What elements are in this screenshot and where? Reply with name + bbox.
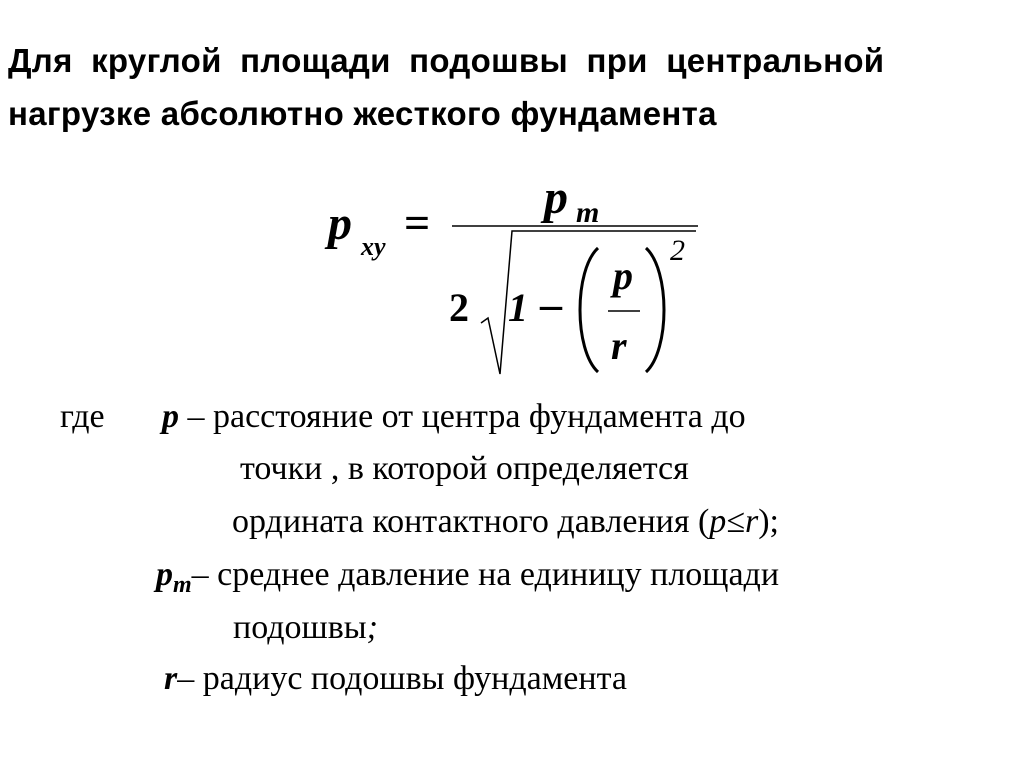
- formula-minus: –: [540, 280, 562, 329]
- p-line3-text: ордината контактного давления (: [232, 503, 710, 540]
- pm-line2-end: ;: [366, 609, 378, 646]
- formula-numerator-subscript: m: [576, 196, 600, 229]
- formula-exponent: 2: [670, 234, 685, 267]
- p-definition: [162, 398, 746, 436]
- left-paren: [580, 248, 598, 372]
- formula-one: 1: [508, 285, 528, 330]
- title-line-1: Для круглой площади подошвы при центральной: [8, 42, 885, 79]
- p-condition: p≤r: [709, 503, 759, 540]
- formula-inner-denominator: r: [611, 323, 627, 368]
- formula-equals: =: [404, 197, 431, 248]
- p-definition-text: – расстояние от центра фундамента до: [179, 398, 746, 435]
- formula-numerator-p: p: [544, 171, 568, 224]
- p-symbol: p: [162, 398, 179, 435]
- explanation-line-3: [232, 503, 779, 541]
- pm-subscript: m: [173, 572, 192, 598]
- p-line3-end: );: [758, 503, 779, 540]
- explanation-line-4: [156, 556, 779, 597]
- r-definition-text: – радиус подошвы фундамента: [177, 660, 627, 697]
- explanation-line-6: [164, 660, 627, 698]
- r-symbol: r: [164, 660, 178, 697]
- where-label: где: [60, 398, 105, 435]
- formula-lhs-p: p: [328, 197, 352, 250]
- pm-line2-text: подошвы: [233, 609, 367, 646]
- explanation-line-2: точки , в которой определяется: [240, 450, 689, 487]
- formula-lhs-subscript: xy: [361, 232, 386, 261]
- formula-coefficient: 2: [449, 285, 469, 330]
- title-line-2: нагрузке абсолютно жесткого фундамента: [8, 95, 717, 132]
- right-paren: [646, 248, 664, 372]
- explanation-line-1: [60, 398, 746, 436]
- explanation-line-5: [233, 609, 378, 647]
- pm-definition-text: – среднее давление на единицу площади: [191, 556, 780, 593]
- formula-inner-numerator: p: [613, 253, 633, 298]
- pm-symbol: p: [156, 556, 173, 593]
